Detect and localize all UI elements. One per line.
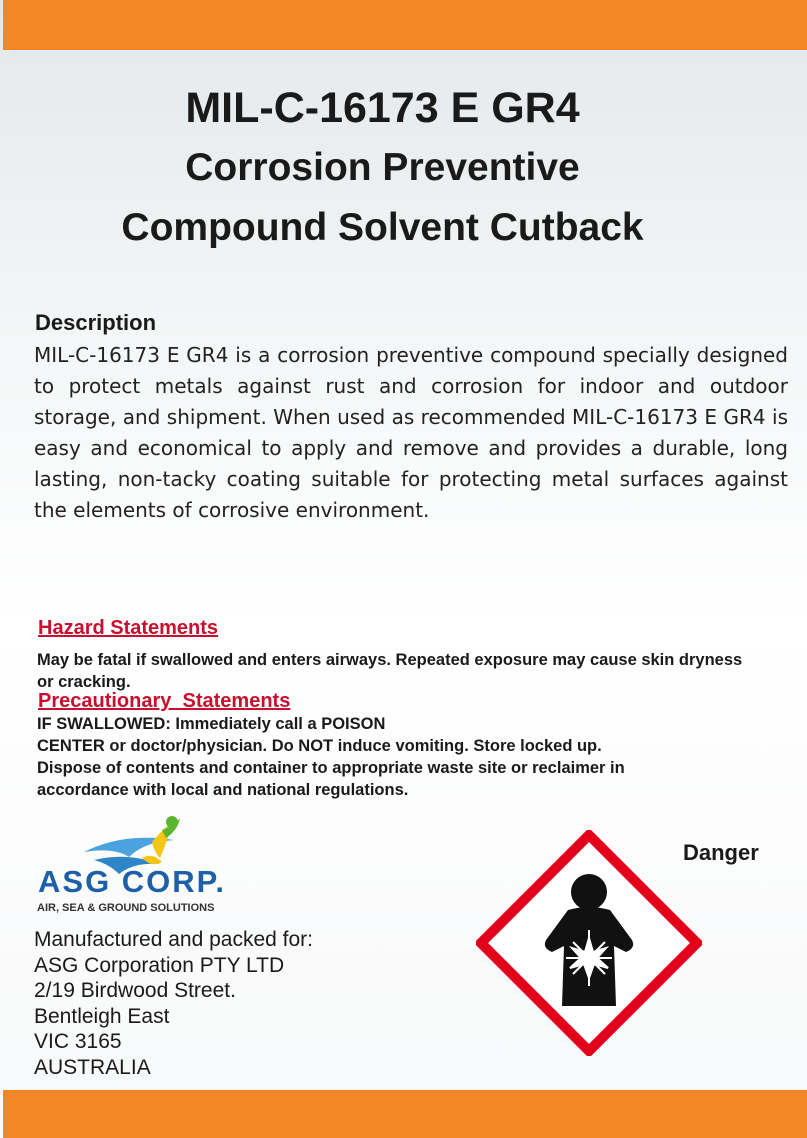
hazard-statements-text: May be fatal if swallowed and enters airways. Repeated exposure may cause skin dryness or cracking. bbox=[37, 651, 743, 691]
precautionary-line: Dispose of contents and container to appropriate waste site or reclaimer in bbox=[37, 759, 625, 777]
top-orange-bar bbox=[3, 0, 807, 50]
description-heading: Description bbox=[35, 310, 157, 335]
health-hazard-icon bbox=[476, 830, 702, 1056]
address-line: Manufactured and packed for: bbox=[34, 928, 314, 951]
hazard-statements-heading: Hazard Statements bbox=[38, 617, 219, 639]
precautionary-line: accordance with local and national regulations. bbox=[37, 781, 409, 799]
address-line: AUSTRALIA bbox=[34, 1055, 151, 1079]
address-line: Bentleigh East bbox=[34, 1004, 170, 1028]
signal-word: Danger bbox=[683, 840, 759, 865]
address-line: ASG Corporation PTY LTD bbox=[34, 953, 285, 977]
product-title-line1: Corrosion Preventive bbox=[185, 146, 580, 189]
logo-tagline: AIR, SEA & GROUND SOLUTIONS bbox=[37, 902, 215, 914]
logo-company-name: ASG CORP. bbox=[38, 864, 226, 899]
manufacturer-address bbox=[34, 927, 313, 1080]
precautionary-statements-heading: Precautionary Statements bbox=[38, 690, 291, 712]
description-text: MIL-C-16173 E GR4 is a corrosion preventive compound specially designed to protect metals against rust and corrosion for indoor and outdoor storage, and shipment. When used as recommended MIL-C-16173 E GR4 is easy and economical to apply and remove and provides a durable, long lasting, non-tacky coating suitable for protecting metal surfaces against the elements of corrosive environment. bbox=[34, 343, 788, 522]
address-line: 2/19 Birdwood Street. bbox=[34, 979, 236, 1002]
address-line: VIC 3165 bbox=[34, 1030, 122, 1053]
product-code-title: MIL-C-16173 E GR4 bbox=[185, 84, 580, 132]
precautionary-line: CENTER or doctor/physician. Do NOT induce vomiting. Store locked up. bbox=[37, 737, 602, 755]
precautionary-line: IF SWALLOWED: Immediately call a POISON bbox=[37, 715, 386, 733]
precautionary-statements-text bbox=[37, 713, 757, 801]
bottom-orange-bar bbox=[3, 1090, 807, 1138]
product-title-line2: Compound Solvent Cutback bbox=[121, 206, 644, 249]
